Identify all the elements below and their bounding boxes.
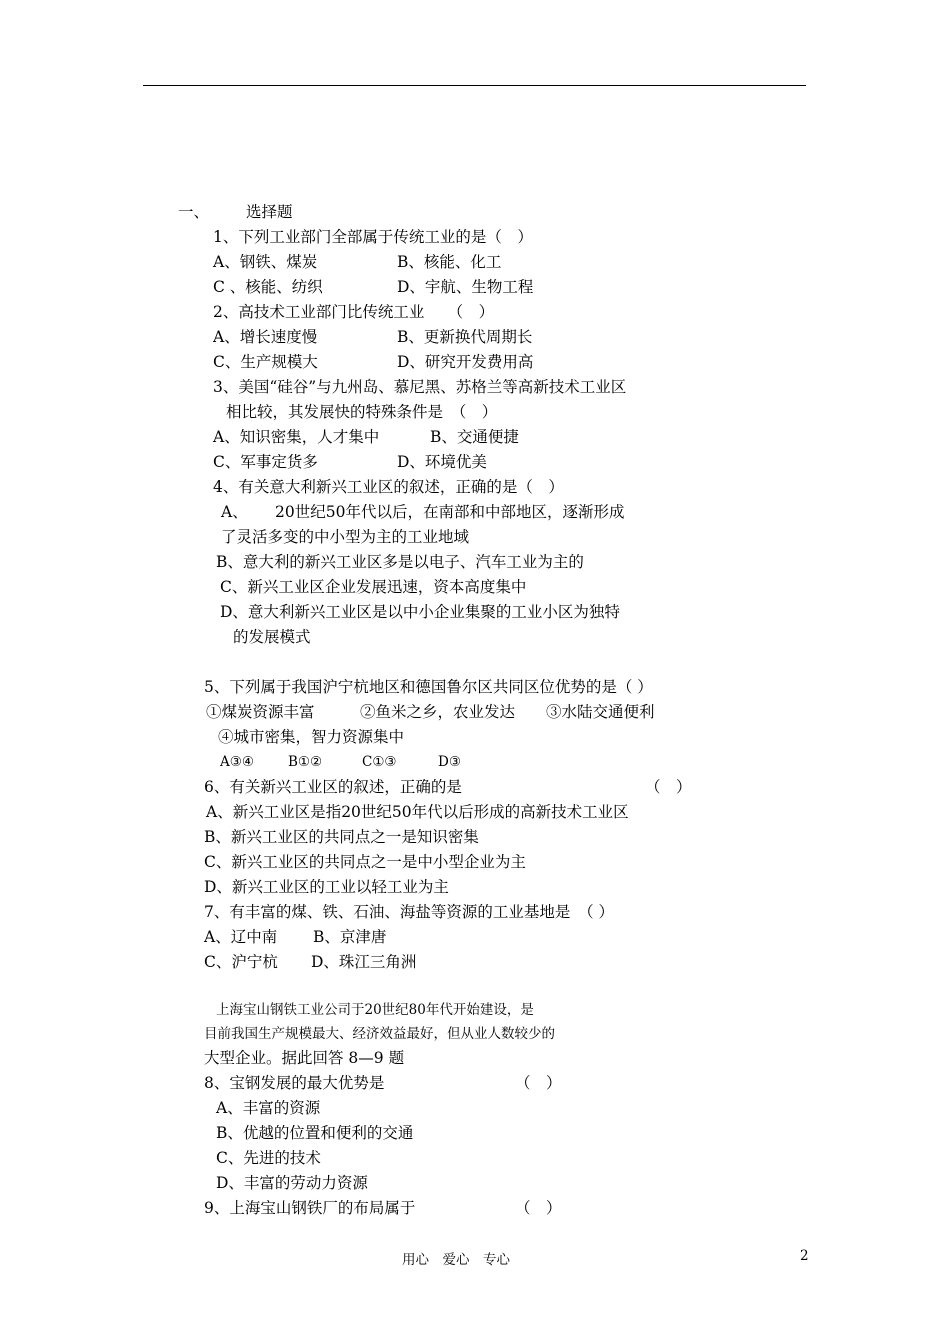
q1-option-c: C 、核能、纺织 — [213, 278, 323, 296]
footer-motto: 用心 爱心 专心 — [402, 1252, 510, 1268]
section-title: 选择题 — [246, 203, 293, 221]
q3-option-d: D、环境优美 — [397, 453, 487, 471]
question-4: 4、有关意大利新兴工业区的叙述，正确的是（ ） — [213, 478, 564, 496]
q7-option-c: C、沪宁杭 — [204, 953, 278, 971]
question-9: 9、上海宝山钢铁厂的布局属于 — [204, 1199, 416, 1217]
q5-option-b: B①② — [288, 754, 323, 770]
q3-option-a: A、知识密集，人才集中 — [213, 428, 380, 446]
q4-option-d: D、意大利新兴工业区是以中小企业集聚的工业小区为独特 — [220, 603, 620, 621]
q2-option-a: A、增长速度慢 — [213, 328, 318, 346]
q8-option-d: D、丰富的劳动力资源 — [216, 1174, 368, 1192]
q8-option-b: B、优越的位置和便利的交通 — [216, 1124, 414, 1142]
q7-option-d: D、珠江三角洲 — [311, 953, 417, 971]
q5-option-d: D③ — [438, 754, 461, 770]
question-6: 6、有关新兴工业区的叙述，正确的是 — [204, 778, 462, 796]
q5-item-4: ④城市密集，智力资源集中 — [218, 728, 405, 746]
q7-option-b: B、京津唐 — [313, 928, 387, 946]
question-9-bracket: （ ） — [515, 1199, 562, 1217]
q6-option-d: D、新兴工业区的工业以轻工业为主 — [204, 878, 449, 896]
q5-item-2: ②鱼米之乡，农业发达 — [360, 703, 516, 721]
q2-option-c: C、生产规模大 — [213, 353, 318, 371]
q5-option-a: A③④ — [220, 754, 254, 770]
q6-option-c: C、新兴工业区的共同点之一是中小型企业为主 — [204, 853, 526, 871]
question-1: 1、下列工业部门全部属于传统工业的是（ ） — [213, 228, 533, 246]
question-6-bracket: （ ） — [645, 778, 692, 796]
q8-option-a: A、丰富的资源 — [216, 1099, 321, 1117]
q4-option-b: B、意大利的新兴工业区多是以电子、汽车工业为主的 — [216, 553, 584, 571]
q2-option-b: B、更新换代周期长 — [397, 328, 533, 346]
q1-option-b: B、核能、化工 — [397, 253, 502, 271]
q4-option-a-label: A、 — [221, 503, 248, 521]
q6-option-a: A、新兴工业区是指20世纪50年代以后形成的高新技术工业区 — [206, 803, 629, 821]
passage-line-3: 大型企业。据此回答 8—9 题 — [204, 1049, 405, 1067]
q1-option-a: A、钢铁、煤炭 — [213, 253, 318, 271]
q5-option-c: C①③ — [362, 754, 397, 770]
passage-line-1: 上海宝山钢铁工业公司于20世纪80年代开始建设，是 — [216, 1002, 534, 1018]
q6-option-b: B、新兴工业区的共同点之一是知识密集 — [204, 828, 479, 846]
question-8: 8、宝钢发展的最大优势是 — [204, 1074, 385, 1092]
q2-option-d: D、研究开发费用高 — [397, 353, 534, 371]
question-3-cont: 相比较，其发展快的特殊条件是 （ ） — [226, 403, 498, 421]
question-3: 3、美国“硅谷”与九州岛、慕尼黑、苏格兰等高新技术工业区 — [213, 378, 627, 396]
question-8-bracket: （ ） — [515, 1074, 562, 1092]
q5-item-1: ①煤炭资源丰富 — [206, 703, 315, 721]
q4-option-d-cont: 的发展模式 — [233, 628, 311, 646]
q7-option-a: A、辽中南 — [204, 928, 278, 946]
section-number: 一、 — [178, 203, 210, 221]
q1-option-d: D、宇航、生物工程 — [397, 278, 534, 296]
passage-line-2: 目前我国生产规模最大、经济效益最好，但从业人数较少的 — [204, 1026, 555, 1042]
question-7: 7、有丰富的煤、铁、石油、海盐等资源的工业基地是 （ ） — [204, 903, 615, 921]
question-5: 5、下列属于我国沪宁杭地区和德国鲁尔区共同区位优势的是（ ） — [204, 678, 653, 696]
q5-item-3: ③水陆交通便利 — [546, 703, 655, 721]
q3-option-b: B、交通便捷 — [430, 428, 519, 446]
q4-option-c: C、新兴工业区企业发展迅速，资本高度集中 — [220, 578, 527, 596]
question-2: 2、高技术工业部门比传统工业 （ ） — [213, 303, 495, 321]
q4-option-a: 20世纪50年代以后，在南部和中部地区，逐渐形成 — [275, 503, 625, 521]
q4-option-a-cont: 了灵活多变的中小型为主的工业地域 — [221, 528, 470, 546]
q3-option-c: C、军事定货多 — [213, 453, 318, 471]
q8-option-c: C、先进的技术 — [216, 1149, 321, 1167]
header-rule — [143, 85, 806, 86]
page-number: 2 — [800, 1248, 809, 1264]
